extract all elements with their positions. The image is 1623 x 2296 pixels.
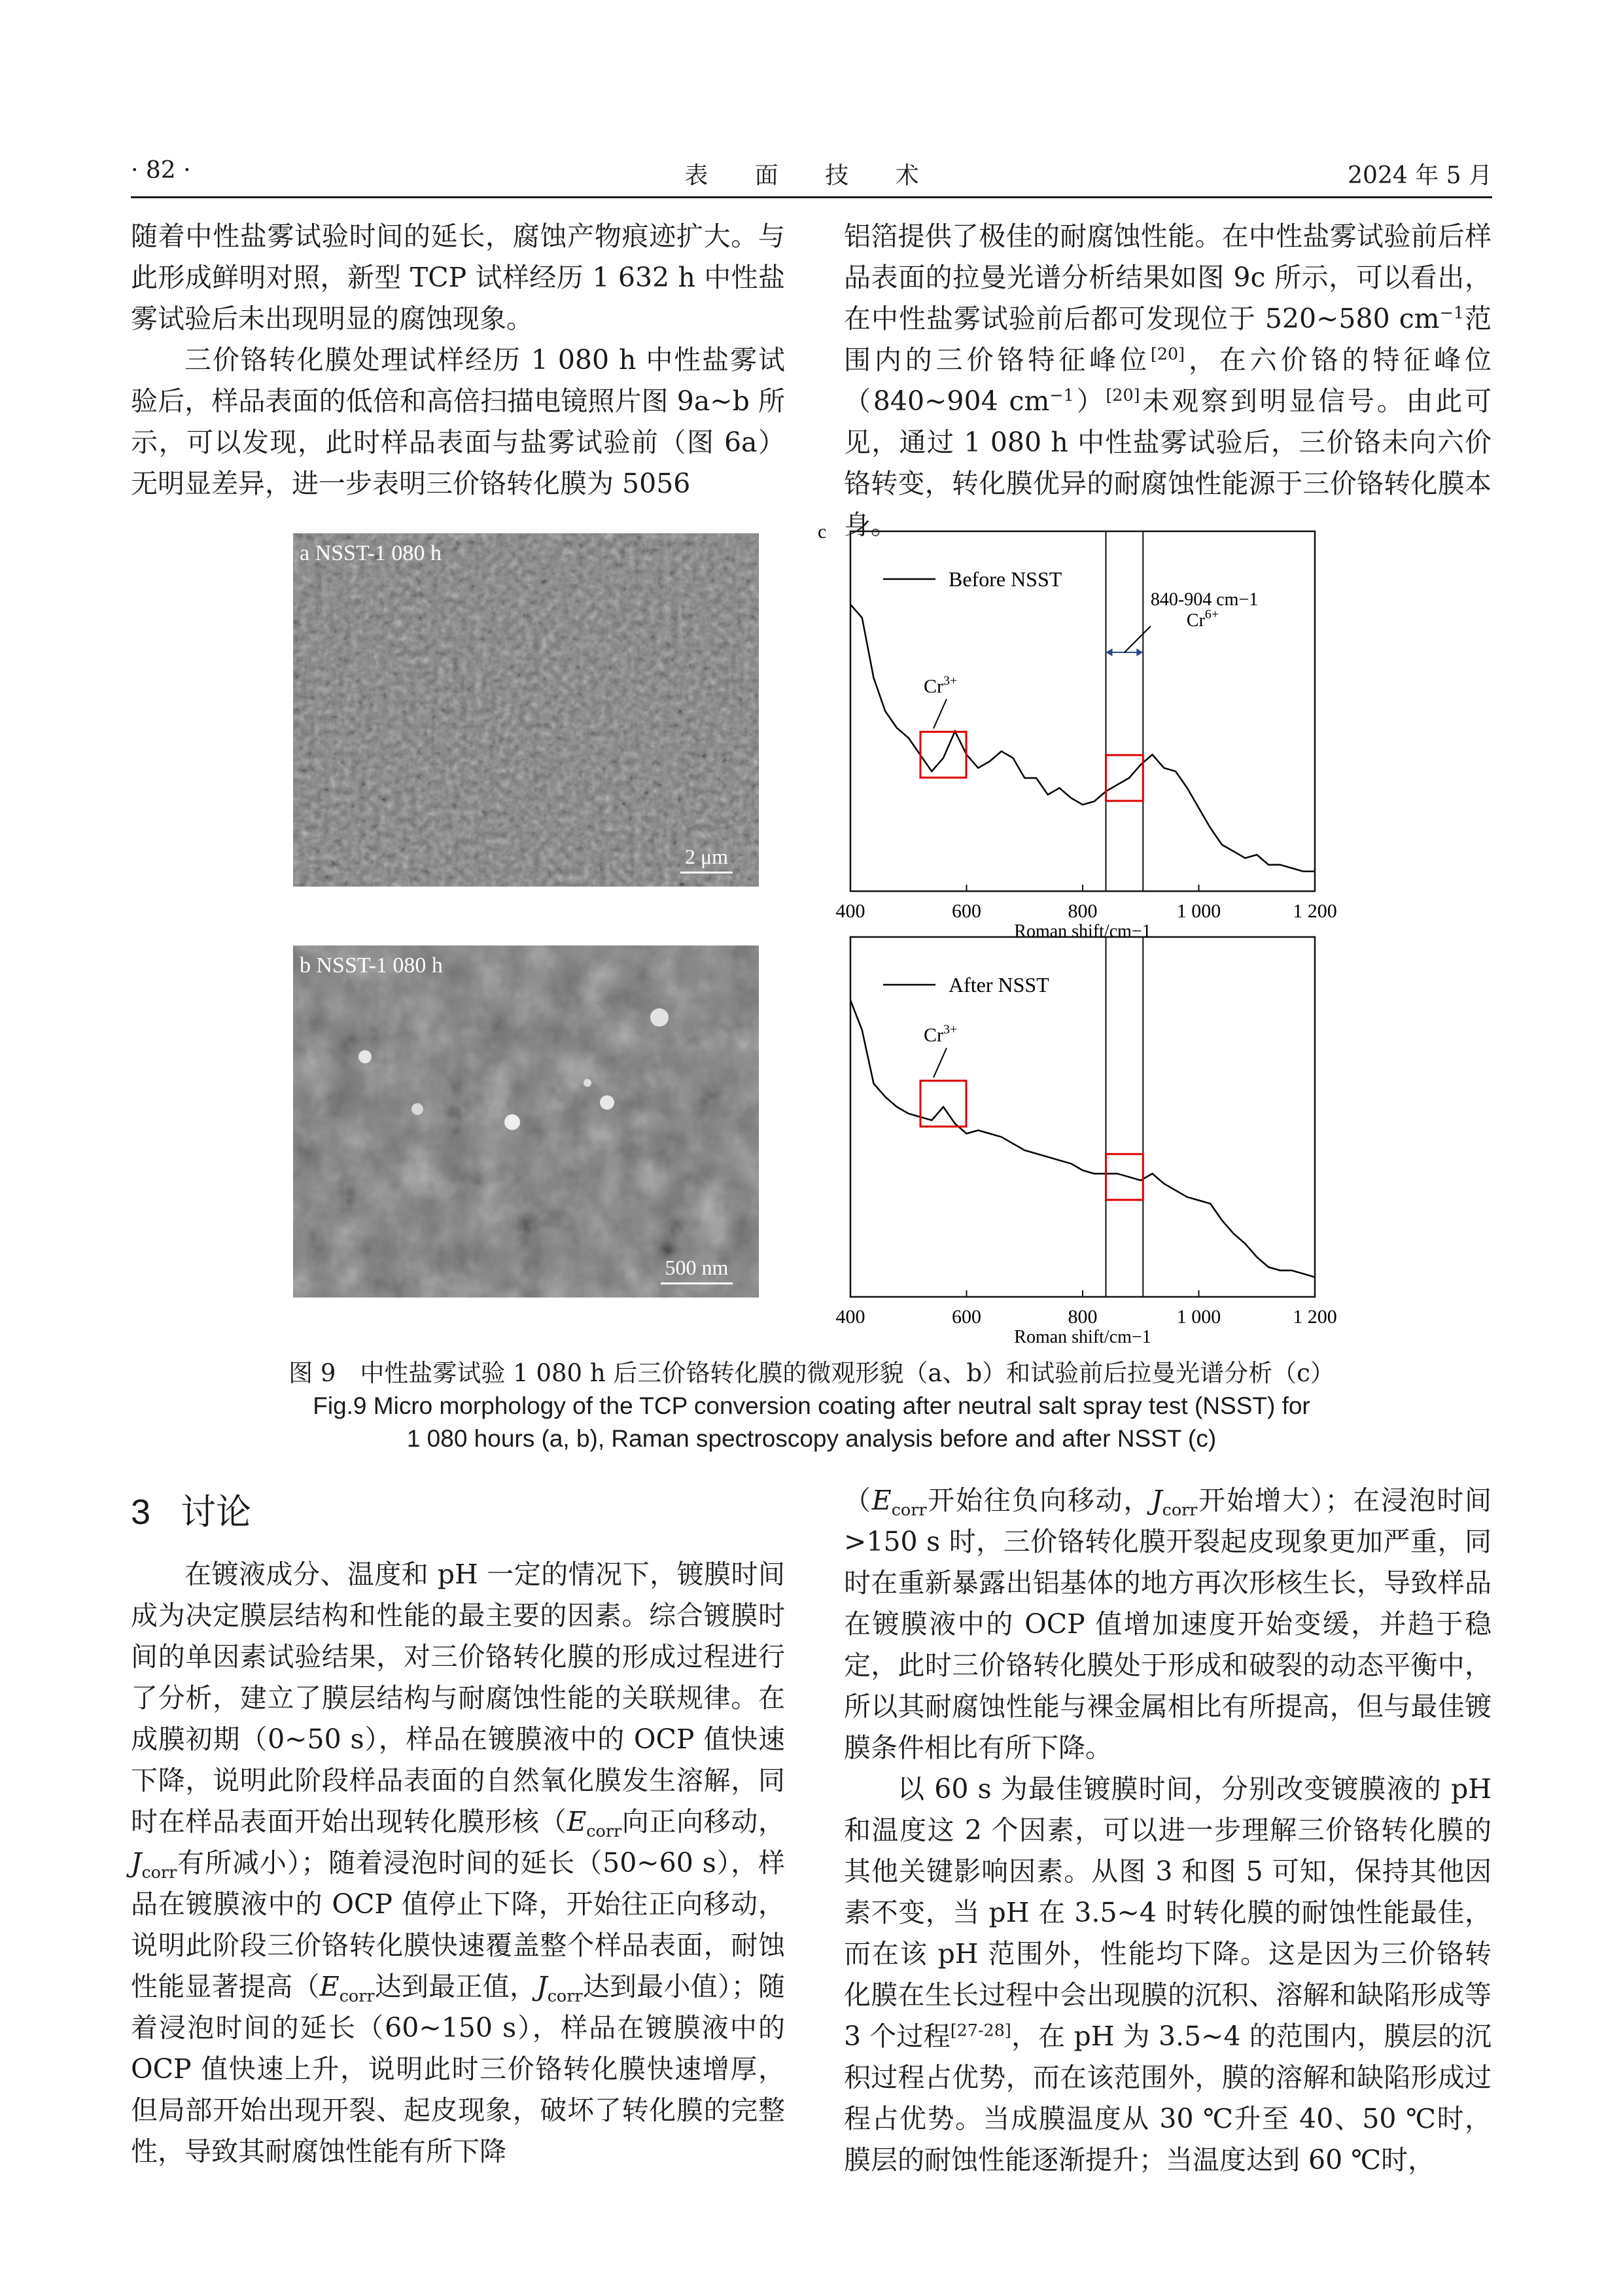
cr6-label: $Cr^{6+}$ xyxy=(1186,607,1219,631)
x-axis-label: Roman shift/cm−1 xyxy=(1014,1327,1151,1347)
arrow-head-right xyxy=(1136,648,1143,656)
arrow-head-left xyxy=(1106,648,1113,656)
left-column-bottom xyxy=(131,1554,785,2172)
paragraph xyxy=(844,216,1492,546)
paragraph xyxy=(131,1554,785,2172)
x-axis-label: Roman shift/cm−1 xyxy=(1014,921,1151,942)
subscript: corr xyxy=(891,1500,927,1520)
journal-title: 表 面 技 术 xyxy=(684,162,939,189)
x-tick-label: 800 xyxy=(1068,900,1098,922)
symbol: J xyxy=(1151,1485,1162,1516)
x-tick-label: 1 200 xyxy=(1293,900,1337,922)
raman-chart-after xyxy=(805,929,1393,1347)
figure-caption-en: 1 080 hours (a, b), Raman spectroscopy analysis before and after NSST (c) xyxy=(406,1425,1217,1452)
symbol: J xyxy=(131,1847,142,1879)
panel-label: c xyxy=(818,521,827,542)
cr3-pointer xyxy=(934,1048,947,1078)
right-column-top xyxy=(844,216,1492,546)
text-run: 有所减小）；随着浸泡时间的延长（50~60 s），样品在镀膜液中的 OCP 值停止下降，开始往正向移动，说明此阶段三价铬转化膜快速覆盖整个样品表面，耐蚀性能显著提高（ xyxy=(131,1847,785,2002)
symbol: E xyxy=(567,1806,587,1837)
issue-date: 2024 年 5 月 xyxy=(1348,162,1492,189)
paragraph xyxy=(844,1769,1492,2181)
paragraph: 随着中性盐雾试验时间的延长，腐蚀产物痕迹扩大。与此形成鲜明对照，新型 TCP 试样经历 1 632 h 中性盐雾试验后未出现明显的腐蚀现象。 xyxy=(131,221,785,334)
cr3-label: $Cr^{3+}$ xyxy=(924,1022,958,1046)
cr3-pointer xyxy=(934,699,947,728)
figure-caption-cn: 图 9 中性盐雾试验 1 080 h 后三价铬转化膜的微观形貌（a、b）和试验前后拉曼光谱分析（c） xyxy=(288,1359,1335,1387)
citation: [20] xyxy=(1106,385,1140,405)
citation: [20] xyxy=(1150,344,1185,364)
text-run: ，在六价铬的特征峰位（840~904 cm xyxy=(844,344,1492,417)
legend-label: After NSST xyxy=(949,973,1049,997)
subscript: corr xyxy=(586,1821,622,1841)
sem-image-b xyxy=(293,945,759,1298)
scale-bar xyxy=(661,1256,733,1284)
x-tick-label: 400 xyxy=(835,900,865,922)
cr3-charge: 3+ xyxy=(943,673,958,688)
text-run: 未观察到明显信号。由此可见，通过 1 080 h 中性盐雾试验后，三价铬未向六价铬转变，转化膜优异的耐腐蚀性能源于三价铬转化膜本身。 xyxy=(844,385,1492,540)
x-tick-label: 600 xyxy=(952,900,981,922)
sem-label: a NSST-1 080 h xyxy=(300,541,442,565)
paragraph xyxy=(844,1480,1492,1769)
figure-caption-en: Fig.9 Micro morphology of the TCP conversion coating after neutral salt spray test (NSST) for xyxy=(313,1392,1310,1419)
text-run: 达到最正值， xyxy=(374,1971,537,2002)
cr3-label: $Cr^{3+}$ xyxy=(924,673,958,698)
x-tick-label: 1 000 xyxy=(1176,1306,1221,1328)
spectrum-line xyxy=(850,1000,1315,1277)
section-title: 讨论 xyxy=(181,1492,252,1532)
superscript: −1 xyxy=(1049,385,1074,405)
text-run: 以 60 s 为最佳镀膜时间，分别改变镀膜液的 pH 和温度这 2 个因素，可以进一步理解三价铬转化膜的其他关键影响因素。从图 3 和图 5 可知，保持其他因素不变，当 pH 在 3.5~4 时转化膜的耐蚀性能最佳，而在该 pH 范围外，性能均下降。这是因为三价铬转化膜在生长过程中会出现膜的沉积、溶解和缺陷形成等 3 个过程 xyxy=(844,1773,1492,2052)
scale-bar xyxy=(680,845,733,874)
raman-chart-before xyxy=(805,521,1393,942)
scale-bar-line xyxy=(680,872,733,874)
text-run: （ xyxy=(844,1485,872,1516)
sem-texture xyxy=(293,533,759,887)
cr3-charge: 3+ xyxy=(943,1022,958,1037)
band-range-label: 840-904 cm−1 xyxy=(1150,590,1259,610)
symbol: E xyxy=(871,1485,892,1516)
plot-frame xyxy=(850,531,1315,891)
band-pointer xyxy=(1125,626,1151,652)
subscript: corr xyxy=(141,1862,177,1882)
right-column-bottom xyxy=(844,1480,1492,2181)
text-run: 达到最小值）；随着浸泡时间的延长（60~150 s），样品在镀膜液中的 OCP 值快速上升，说明此时三价铬转化膜快速增厚，但局部开始出现开裂、起皮现象，破坏了转化膜的完整性，导致其耐腐蚀性能有所下降 xyxy=(131,1971,786,2167)
sem-label: b NSST-1 080 h xyxy=(300,953,443,978)
symbol: J xyxy=(536,1971,548,2002)
text-run: ，在 pH 为 3.5~4 的范围内，膜层的沉积过程占优势，而在该范围外，膜的溶解和缺陷形成过程占优势。当成膜温度从 30 ℃升至 40、50 ℃时，膜层的耐蚀性能逐渐提升；当温度达到 60 ℃时， xyxy=(844,2021,1492,2176)
subscript: corr xyxy=(339,1986,375,2006)
x-tick-label: 1 200 xyxy=(1293,1306,1337,1328)
left-column-top xyxy=(131,216,785,504)
x-tick-label: 400 xyxy=(835,1306,865,1328)
section-number: 3 xyxy=(131,1492,151,1532)
page-number: · 82 · xyxy=(131,157,191,184)
x-tick-label: 1 000 xyxy=(1176,900,1221,922)
x-tick-label: 600 xyxy=(952,1306,981,1328)
x-tick-label: 800 xyxy=(1068,1306,1098,1328)
section-heading xyxy=(131,1484,281,1534)
raman-chart-before-svg xyxy=(805,521,1393,942)
subscript: corr xyxy=(547,1986,583,2006)
citation: [27-28] xyxy=(950,2020,1011,2040)
text-run: 铝箔提供了极佳的耐腐蚀性能。在中性盐雾试验前后样品表面的拉曼光谱分析结果如图 9c 所示，可以看出，在中性盐雾试验前后都可发现位于 520~580 cm xyxy=(844,221,1492,334)
raman-chart-after-svg xyxy=(805,929,1393,1347)
text-run: 范围内的三价铬特征峰位 xyxy=(844,303,1492,376)
scale-bar-line xyxy=(661,1282,733,1284)
cr6-highlight-box xyxy=(1106,755,1143,801)
scale-bar-label: 500 nm xyxy=(665,1256,729,1279)
legend-label: Before NSST xyxy=(949,567,1062,591)
symbol: E xyxy=(319,1971,340,2002)
scale-bar-label: 2 μm xyxy=(684,845,729,868)
header-rule xyxy=(131,196,1492,198)
text-run: 开始增大）；在浸泡时间 >150 s 时，三价铬转化膜开裂起皮现象更加严重，同时在重新暴露出铝基体的地方再次形核生长，导致样品在镀膜液中的 OCP 值增加速度开始变缓，并趋于稳定，此时三价铬转化膜处于形成和破裂的动态平衡中，所以其耐腐蚀性能与裸金属相比有所提高，但与最佳镀膜条件相比有所下降。 xyxy=(844,1485,1492,1763)
text-run: 向正向移动， xyxy=(621,1806,786,1837)
sem-image-a xyxy=(293,533,759,887)
text-run: 在镀液成分、温度和 pH 一定的情况下，镀膜时间成为决定膜层结构和性能的最主要的因素。综合镀膜时间的单因素试验结果，对三价铬转化膜的形成过程进行了分析，建立了膜层结构与耐腐蚀性能的关联规律。在成膜初期（0~50 s），样品在镀膜液中的 OCP 值快速下降，说明此阶段样品表面的自然氧化膜发生溶解，同时在样品表面开始出现转化膜形核（ xyxy=(131,1559,785,1837)
subscript: corr xyxy=(1162,1500,1198,1520)
cr6-highlight-box xyxy=(1106,1154,1143,1200)
superscript: −1 xyxy=(1439,302,1465,323)
text-run: 开始往负向移动， xyxy=(926,1485,1152,1516)
sem-texture xyxy=(293,945,759,1298)
paragraph: 三价铬转化膜处理试样经历 1 080 h 中性盐雾试验后，样品表面的低倍和高倍扫描电镜照片图 9a~b 所示，可以发现，此时样品表面与盐雾试验前（图 6a）无明显差异，进一步表明三价铬转化膜为 5056 xyxy=(131,344,785,499)
text-run: ） xyxy=(1073,385,1106,417)
cr6-charge: 6+ xyxy=(1204,607,1219,622)
